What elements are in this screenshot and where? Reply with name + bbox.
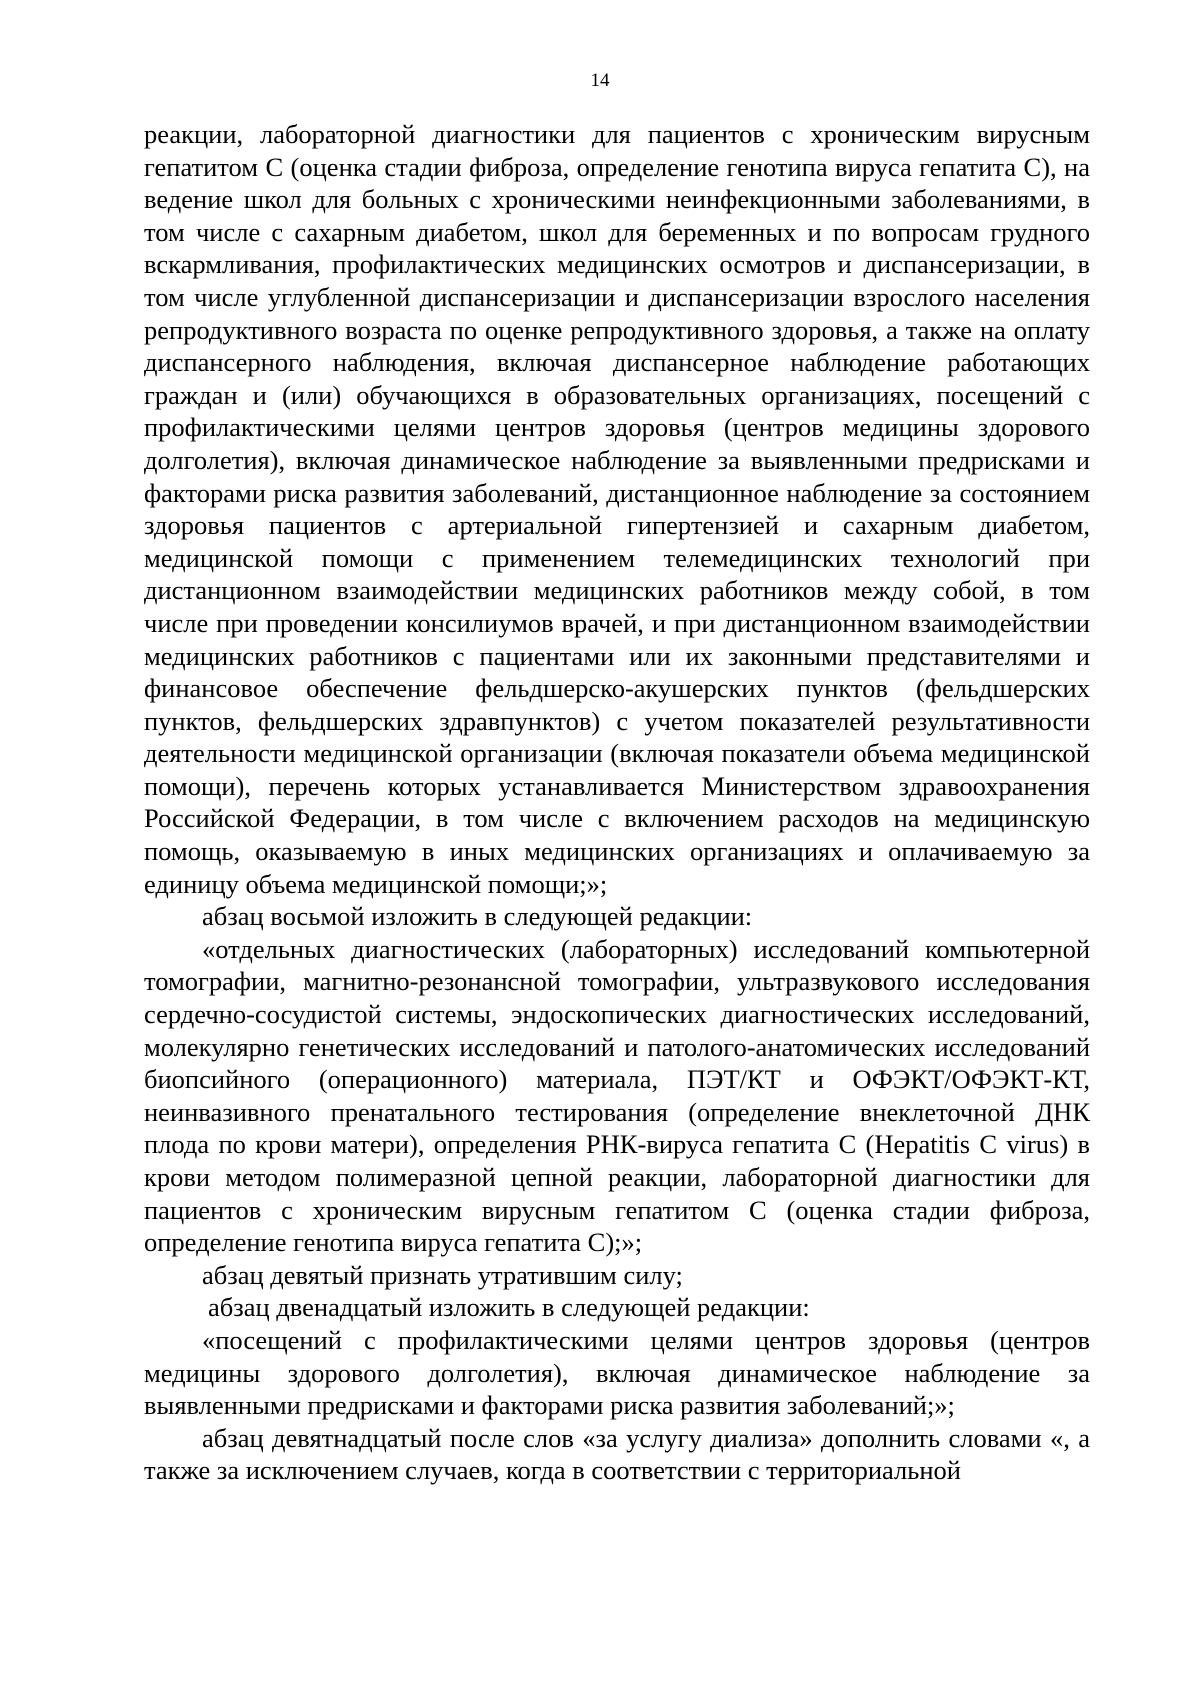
paragraph-amendment-twelfth: абзац двенадцатый изложить в следующей редакции: <box>208 1292 810 1323</box>
document-body <box>144 118 1090 1487</box>
paragraph-amendment-nineteenth: абзац девятнадцатый после слов «за услугу диализа» дополнить словами «, а также за исключением случаев, когда в соответствии с территориальной <box>144 1422 1090 1486</box>
paragraph-quoted-eighth: «отдельных диагностических (лабораторных) исследований компьютерной томографии, магнитно-резонансной томографии, ультразвукового исследования сердечно-сосудистой системы, эндоскопических диагностических исследований, молекулярно генетических исследований и патолого-анатомических исследований биопсийного (операционного) материала, ПЭТ/КТ и ОФЭКТ/ОФЭКТ-КТ, неинвазивного пренатального тестирования (определение внеклеточной ДНК плода по крови матери), определения РНК-вируса гепатита С (Hepatitis C virus) в крови методом полимеразной цепной реакции, лабораторной диагностики для пациентов с хроническим вирусным гепатитом С (оценка стадии фиброза, определение генотипа вируса гепатита С);»; <box>144 933 1090 1258</box>
page-number: 14 <box>590 70 610 91</box>
paragraph-continuation: реакции, лабораторной диагностики для пациентов с хроническим вирусным гепатитом С (оценка стадии фиброза, определение генотипа вируса гепатита С), на ведение школ для больных с хроническими неинфекционными заболеваниями, в том числе с сахарным диабетом, школ для беременных и по вопросам грудного вскармливания, профилактических медицинских осмотров и диспансеризации, в том числе углубленной диспансеризации и диспансеризации взрослого населения репродуктивного возраста по оценке репродуктивного здоровья, а также на оплату диспансерного наблюдения, включая диспансерное наблюдение работающих граждан и (или) обучающихся в образовательных организациях, посещений с профилактическими целями центров здоровья (центров медицины здорового долголетия), включая динамическое наблюдение за выявленными предрисками и факторами риска развития заболеваний, дистанционное наблюдение за состоянием здоровья пациентов с артериальной гипертензией и сахарным диабетом, медицинской помощи с применением телемедицинских технологий при дистанционном взаимодействии медицинских работников между собой, в том числе при проведении консилиумов врачей, и при дистанционном взаимодействии медицинских работников с пациентами или их законными представителями и финансовое обеспечение фельдшерско-акушерских пунктов (фельдшерских пунктов, фельдшерских здравпунктов) с учетом показателей результативности деятельности медицинской организации (включая показатели объема медицинской помощи), перечень которых устанавливается Министерством здравоохранения Российской Федерации, в том числе с включением расходов на медицинскую помощь, оказываемую в иных медицинских организациях и оплачиваемую за единицу объема медицинской помощи;»; <box>144 119 1090 899</box>
paragraph-quoted-twelfth: «посещений с профилактическими целями центров здоровья (центров медицины здорового долголетия), включая динамическое наблюдение за выявленными предрисками и факторами риска развития заболеваний;»; <box>144 1324 1090 1421</box>
paragraph-amendment-ninth: абзац девятый признать утратившим силу; <box>202 1259 683 1290</box>
paragraph-amendment-eighth: абзац восьмой изложить в следующей редакции: <box>202 901 753 932</box>
